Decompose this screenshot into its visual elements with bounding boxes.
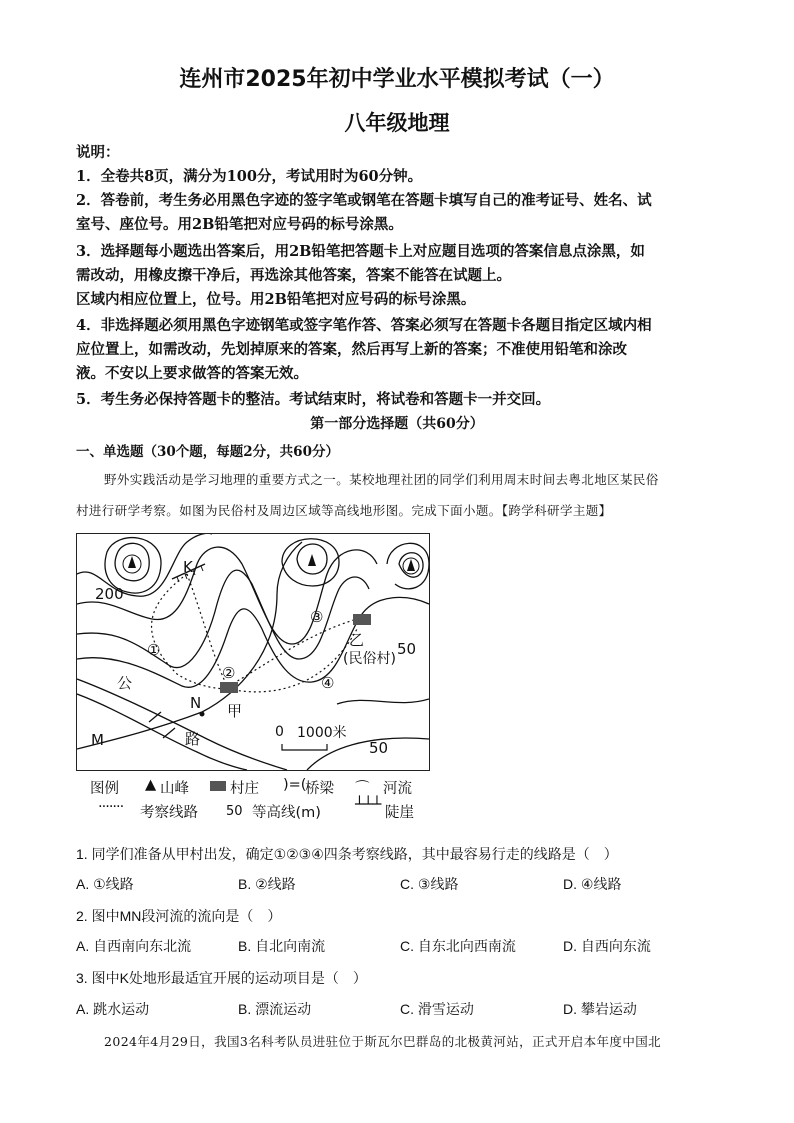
exam-subject: 八年级地理 xyxy=(344,111,450,135)
q1-option-a[interactable]: A. ①线路 xyxy=(76,876,134,892)
route-legend-icon: ······· xyxy=(98,799,124,815)
q3-option-d[interactable]: D. 攀岩运动 xyxy=(563,1001,637,1017)
legend-village: 村庄 xyxy=(230,781,259,797)
instruction-line: 区域内相应位置上，位号。用2B铅笔把对应号码的标号涂黑。 xyxy=(76,291,476,308)
label-50-bottom: 50 xyxy=(369,739,389,757)
instruction-line: 室号、座位号。用2B铅笔把对应号码的标号涂黑。 xyxy=(76,216,403,233)
instruction-line: 1．全卷共8页，满分为100分，考试用时为60分钟。 xyxy=(76,168,423,185)
question-3: 3. 图中K处地形最适宜开展的运动项目是（ ） xyxy=(76,970,367,986)
instruction-line: 5．考生务必保持答题卡的整洁。考试结束时，将试卷和答题卡一并交回。 xyxy=(76,391,551,408)
legend-route: 考察线路 xyxy=(140,805,198,821)
q1-option-b[interactable]: B. ②线路 xyxy=(238,876,296,892)
legend-contour-number: 50 xyxy=(226,804,243,819)
passage1-line1: 野外实践活动是学习地理的重要方式之一。某校地理社团的同学们利用周末时间去粤北地区某民俗 xyxy=(104,472,659,487)
village-legend-icon xyxy=(210,781,226,791)
q2-option-a[interactable]: A. 自西南向东北流 xyxy=(76,938,192,954)
passage2-line1: 2024年4月29日，我国3名科考队员进驻位于斯瓦尔巴群岛的北极黄河站，正式开启本年度中国北 xyxy=(104,1034,662,1049)
label-jia: 甲 xyxy=(227,702,243,720)
route-1-label: ① xyxy=(147,641,161,659)
legend-title: 图例 xyxy=(90,781,119,797)
legend-river: 河流 xyxy=(383,781,412,797)
passage1-line2: 村进行研学考察。如图为民俗村及周边区域等高线地形图。完成下面小题。【跨学科研学主题】 xyxy=(76,503,612,518)
scale-zero: 0 xyxy=(275,724,284,740)
question-1: 1. 同学们准备从甲村出发，确定①②③④四条考察线路，其中最容易行走的线路是（ ） xyxy=(76,846,618,862)
part1-heading: 第一部分选择题（共60分） xyxy=(310,416,484,432)
legend-bridge: 桥梁 xyxy=(305,781,334,797)
instruction-line: 需改动，用橡皮擦干净后，再选涂其他答案，答案不能答在试题上。 xyxy=(76,267,511,284)
route-4-label: ④ xyxy=(321,674,335,692)
q1-option-c[interactable]: C. ③线路 xyxy=(400,876,459,892)
q1-option-d[interactable]: D. ④线路 xyxy=(563,876,622,892)
instruction-line: 3．选择题每小题选出答案后，用2B铅笔把答题卡上对应题目选项的答案信息点涂黑，如 xyxy=(76,243,645,260)
legend-cliff: 陡崖 xyxy=(385,805,414,821)
instructions-heading: 说明： xyxy=(76,144,120,161)
q2-option-b[interactable]: B. 自北向南流 xyxy=(238,938,326,954)
cliff-legend-icon: ┴┴┴ xyxy=(355,797,382,813)
peak-icons xyxy=(123,554,419,574)
single-choice-heading: 一、单选题（30个题，每题2分，共60分） xyxy=(76,444,339,460)
route-2-label: ② xyxy=(222,664,236,682)
label-gong: 公 xyxy=(117,674,133,692)
label-lu: 路 xyxy=(185,730,201,748)
q3-option-b[interactable]: B. 漂流运动 xyxy=(238,1001,312,1017)
legend-peak: 山峰 xyxy=(160,781,189,797)
label-50-right: 50 xyxy=(397,640,417,658)
legend-contour: 等高线(m) xyxy=(252,805,321,821)
label-200: 200 xyxy=(95,585,124,603)
label-m: M xyxy=(91,731,104,749)
exam-title: 连州市2025年初中学业水平模拟考试（一） xyxy=(179,67,615,92)
bridge-legend-icon: )=( xyxy=(283,777,307,793)
instruction-line: 2．答卷前，考生务必用黑色字迹的签字笔或钢笔在答题卡填写自己的准考证号、姓名、试 xyxy=(76,192,652,209)
q3-option-c[interactable]: C. 滑雪运动 xyxy=(400,1001,474,1017)
contour-map xyxy=(76,533,430,771)
q3-option-a[interactable]: A. 跳水运动 xyxy=(76,1001,150,1017)
peak-legend-icon: ▲ xyxy=(145,777,157,793)
label-n: N xyxy=(190,694,202,712)
instruction-line: 4．非选择题必须用黑色字迹钢笔或签字笔作答、答案必须写在答题卡各题目指定区域内相 xyxy=(76,317,652,334)
instruction-line: 液。不安以上要求做答的答案无效。 xyxy=(76,365,308,382)
scale-label: 1000米 xyxy=(297,725,347,741)
q2-option-d[interactable]: D. 自西向东流 xyxy=(563,938,651,954)
q2-option-c[interactable]: C. 自东北向西南流 xyxy=(400,938,516,954)
question-2: 2. 图中MN段河流的流向是（ ） xyxy=(76,908,282,924)
label-yi: 乙 xyxy=(349,631,365,649)
label-folk-village: (民俗村) xyxy=(343,651,396,667)
instruction-line: 应位置上，如需改动，先划掉原来的答案，然后再写上新的答案；不准使用铅笔和涂改 xyxy=(76,341,627,358)
label-k: K xyxy=(183,558,193,576)
river-legend-icon: ⌒ xyxy=(355,781,370,797)
route-3-label: ③ xyxy=(310,608,324,626)
